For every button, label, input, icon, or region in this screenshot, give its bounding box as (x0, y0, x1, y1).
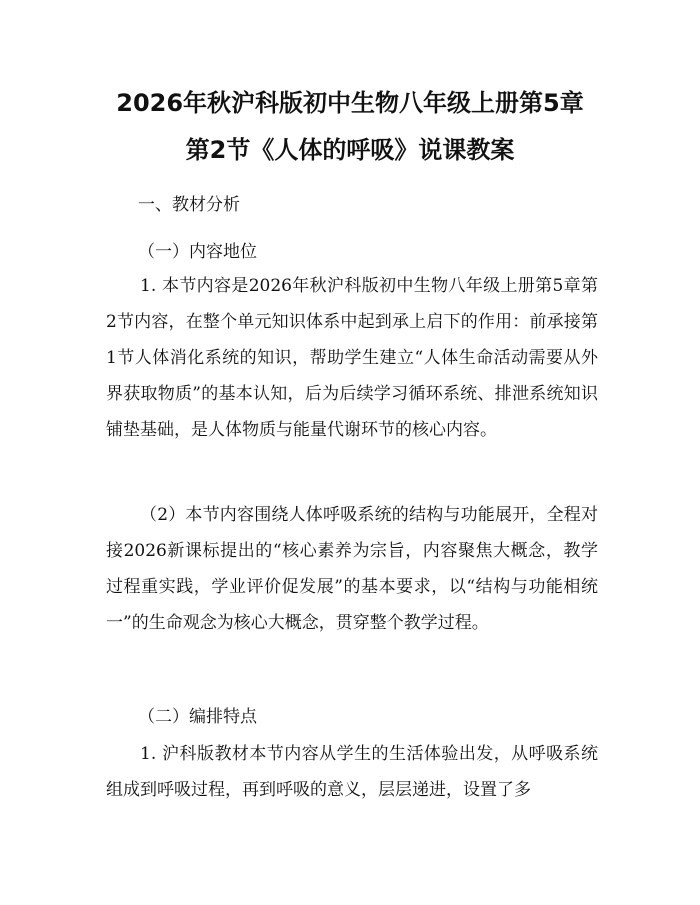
subsection-heading-content-position: （一）内容地位 (138, 242, 257, 262)
subsection-heading-arrangement-features: （二）编排特点 (138, 707, 257, 727)
paragraph-2: （2）本节内容围绕人体呼吸系统的结构与功能展开，全程对接2026新课标提出的“核心素养为宗旨，内容聚焦大概念，教学过程重实践，学业评价促发展”的基本要求，以“结构与功能相统一”的生命观念为核心大概念，贯穿整个教学过程。 (106, 505, 598, 633)
paragraph-3: 1. 沪科版教材本节内容从学生的生活体验出发，从呼吸系统组成到呼吸过程，再到呼吸的意义，层层递进，设置了多 (106, 744, 598, 800)
document-title-line2: 第2节《人体的呼吸》说课教案 (185, 136, 515, 164)
paragraph-1: 1. 本节内容是2026年秋沪科版初中生物八年级上册第5章第2节内容，在整个单元知识体系中起到承上启下的作用：前承接第1节人体消化系统的知识，帮助学生建立“人体生命活动需要从外界获取物质”的基本认知，后为后续学习循环系统、排泄系统知识铺垫基础，是人体物质与能量代谢环节的核心内容。 (106, 276, 598, 440)
document-title-line1: 2026年秋沪科版初中生物八年级上册第5章 (116, 89, 584, 117)
section-heading-teaching-material-analysis: 一、教材分析 (138, 195, 240, 215)
